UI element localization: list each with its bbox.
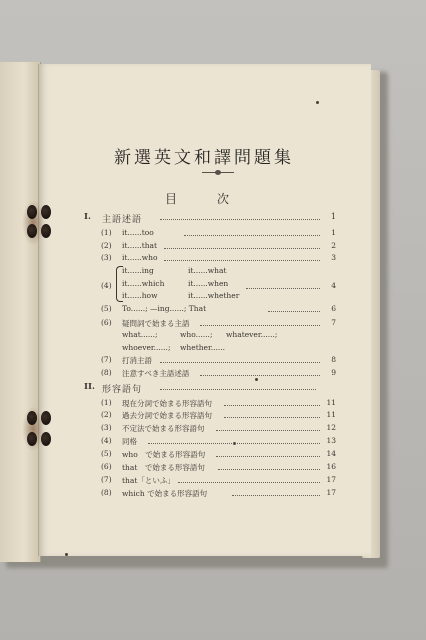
leader-dots [164, 241, 320, 249]
entry-text: whether...... [180, 343, 226, 352]
leader-dots [268, 304, 320, 312]
leader-dots [218, 462, 320, 470]
page-number: 16 [326, 462, 336, 471]
page-number: 12 [326, 423, 336, 432]
leader-dots [200, 368, 320, 376]
page-number: 17 [326, 488, 336, 497]
entry-number: (6) [101, 462, 112, 471]
entry-text: what......; [122, 330, 158, 339]
leader-dots [216, 423, 320, 431]
entry-number: (4) [101, 436, 112, 445]
entry-text: it......what [188, 266, 227, 275]
page-number: 9 [331, 368, 336, 377]
page-number: 17 [326, 475, 336, 484]
toc-entry [0, 423, 426, 436]
entry-text: it......when [188, 279, 229, 288]
toc-entry [0, 462, 426, 475]
entry-number: (7) [101, 475, 112, 484]
leader-dots [216, 449, 320, 457]
toc-entry [0, 410, 426, 423]
page-number: 7 [331, 318, 336, 327]
entry-text: it......whether [188, 291, 240, 300]
entry-number: (4) [101, 281, 112, 290]
section-title: 形容語句 [102, 385, 143, 395]
entry-text: whatever......; [226, 330, 278, 339]
entry-text: it......who [122, 253, 158, 262]
toc-entry [0, 253, 426, 266]
book-title: 新選英文和譯問題集 [114, 148, 294, 168]
toc-entry [0, 436, 426, 449]
leader-dots [160, 382, 316, 390]
entry-text: 不定法で始まる形容語句 [122, 424, 205, 433]
entry-number: (6) [101, 318, 112, 327]
toc-subline [0, 330, 426, 343]
entry-number: (5) [101, 449, 112, 458]
leader-dots [160, 355, 320, 363]
entry-number: (1) [101, 398, 112, 407]
entry-number: (8) [101, 368, 112, 377]
entry-text: whoever......; [122, 343, 171, 352]
page-number: 11 [326, 398, 336, 407]
entry-number: (8) [101, 488, 112, 497]
toc-entry [0, 355, 426, 368]
entry-number: (3) [101, 253, 112, 262]
toc-section-2 [0, 382, 426, 395]
entry-number: (2) [101, 241, 112, 250]
leader-dots [148, 436, 320, 444]
leader-dots [224, 398, 320, 406]
entry-text: it......how [122, 291, 158, 300]
leader-dots [200, 318, 320, 326]
toc-subline [0, 291, 426, 304]
page-number: 14 [326, 449, 336, 458]
leader-dots [224, 410, 320, 418]
page-number: 1 [331, 228, 336, 237]
entry-text: it......that [122, 241, 158, 250]
entry-text: 疑問詞で始まる主語 [122, 319, 190, 328]
toc-entry [0, 488, 426, 501]
page-number: 8 [331, 355, 336, 364]
paper-speck [316, 101, 319, 104]
entry-number: (2) [101, 410, 112, 419]
page-number: 3 [331, 253, 336, 262]
entry-text: 過去分詞で始まる形容語句 [122, 411, 212, 420]
entry-text: 打消主語 [122, 356, 152, 365]
page-number: 6 [331, 304, 336, 313]
entry-text: 注意すべき主語述語 [122, 369, 190, 378]
entry-text: which で始まる形容語句 [122, 489, 208, 498]
entry-text: who で始まる形容語句 [122, 450, 206, 459]
page-number: 11 [326, 410, 336, 419]
entry-text: who......; [180, 330, 213, 339]
title-ornament [202, 172, 234, 173]
toc-subline [0, 266, 426, 279]
entry-text: it......ing [122, 266, 154, 275]
toc-entry [0, 304, 426, 317]
entry-text: 同格 [122, 437, 137, 446]
page-number: 2 [331, 241, 336, 250]
leader-dots [160, 212, 320, 220]
entry-number: (1) [101, 228, 112, 237]
entry-text: it......which [122, 279, 165, 288]
section-title: 主語述語 [102, 215, 143, 225]
page-number: 4 [331, 281, 336, 290]
toc-entry [0, 228, 426, 241]
toc-entry [0, 449, 426, 462]
entry-text: that「といふ」 [122, 476, 175, 485]
entry-number: (7) [101, 355, 112, 364]
leader-dots [184, 228, 320, 236]
paper-speck [65, 553, 68, 556]
page-number: 13 [326, 436, 336, 445]
section-number: II. [84, 382, 95, 392]
entry-number: (5) [101, 304, 112, 313]
leader-dots [164, 253, 320, 261]
entry-text: that で始まる形容語句 [122, 463, 205, 472]
entry-text: 現在分詞で始まる形容語句 [122, 399, 212, 408]
toc-entry [0, 475, 426, 488]
entry-text: it......too [122, 228, 154, 237]
entry-text: To......; —ing......; That [122, 304, 207, 313]
entry-number: (3) [101, 423, 112, 432]
leader-dots [178, 475, 320, 483]
toc-entry [0, 368, 426, 381]
page-number: 1 [330, 212, 336, 221]
toc-section-1 [0, 212, 426, 225]
section-number: I. [84, 212, 91, 222]
leader-dots [232, 488, 320, 496]
contents-heading: 目 次 [164, 192, 243, 206]
